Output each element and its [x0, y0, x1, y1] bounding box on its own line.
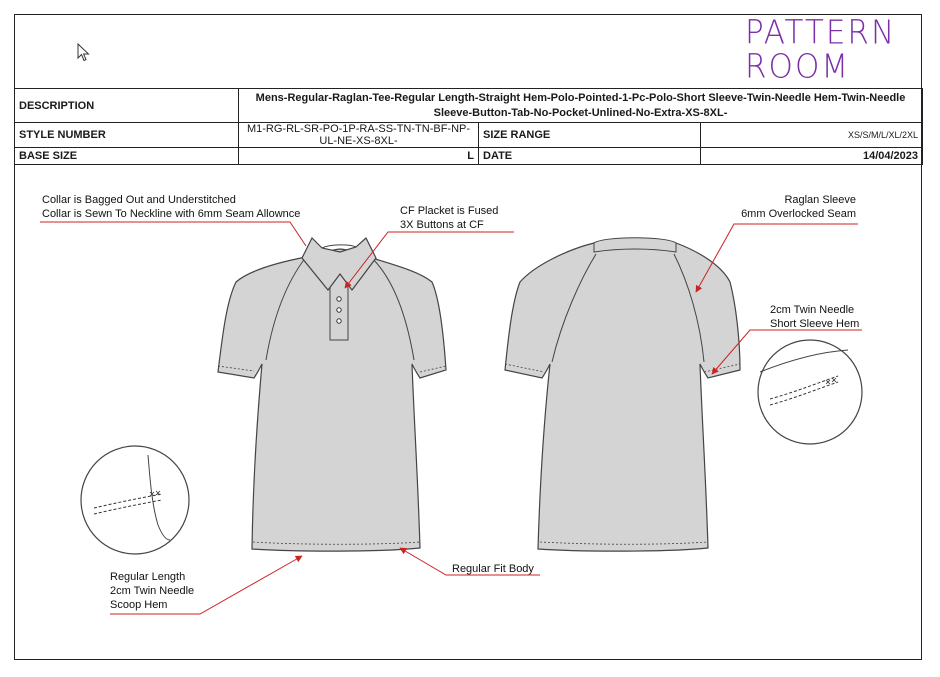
size-range-value: XS/S/M/L/XL/2XL	[701, 123, 923, 148]
hem-note	[110, 570, 194, 612]
front-view-polo	[218, 238, 446, 551]
body-hem-detail-circle	[81, 446, 189, 554]
collar-note	[42, 193, 300, 221]
date-value: 14/04/2023	[701, 148, 923, 165]
sleeve-hem-note-line-2: Short Sleeve Hem	[770, 318, 860, 330]
placket-note-line-2: 3X Buttons at CF	[400, 219, 484, 231]
sleeve-hem-note	[770, 303, 859, 331]
hem-note-line-3: Scoop Hem	[110, 599, 168, 611]
hem-note-line-1: Regular Length	[110, 571, 186, 583]
raglan-note-line-2: 6mm Overlocked Seam	[741, 208, 856, 220]
collar-note-line-2: Collar is Sewn To Neckline with 6mm Seam Allownce	[42, 208, 301, 220]
raglan-note	[730, 193, 856, 221]
logo-line-1: PATTERN	[745, 14, 897, 52]
placket-note-line-1: CF Placket is Fused	[400, 205, 499, 217]
raglan-note-line-1: Raglan Sleeve	[784, 194, 856, 206]
style-number-label: STYLE NUMBER	[15, 123, 239, 148]
hem-note-line-2: 2cm Twin Needle	[110, 585, 195, 597]
base-size-value: L	[239, 148, 479, 165]
date-label: DATE	[479, 148, 701, 165]
base-size-label: BASE SIZE	[15, 148, 239, 165]
logo-line-2: ROOM	[745, 48, 851, 86]
description-value: Mens-Regular-Raglan-Tee-Regular Length-Straight Hem-Polo-Pointed-1-Pc-Polo-Short Sleeve-Twin-Needle Hem-Twin-Needle Sleeve-Button-Tab-No-Pocket-Unlined-No-Extra-XS-8XL-	[239, 89, 923, 123]
size-range-label: SIZE RANGE	[479, 123, 701, 148]
style-number-value: M1-RG-RL-SR-PO-1P-RA-SS-TN-TN-BF-NP-UL-NE-XS-8XL-	[239, 123, 479, 148]
body-fit-note: Regular Fit Body	[452, 563, 534, 575]
placket-note	[400, 204, 498, 232]
sleeve-hem-detail-circle	[758, 340, 862, 444]
collar-note-line-1: Collar is Bagged Out and Understitched	[42, 194, 236, 206]
sleeve-hem-note-line-1: 2cm Twin Needle	[770, 304, 855, 316]
description-label: DESCRIPTION	[15, 89, 239, 123]
back-view-polo	[505, 238, 740, 551]
callout-lines	[40, 222, 862, 614]
